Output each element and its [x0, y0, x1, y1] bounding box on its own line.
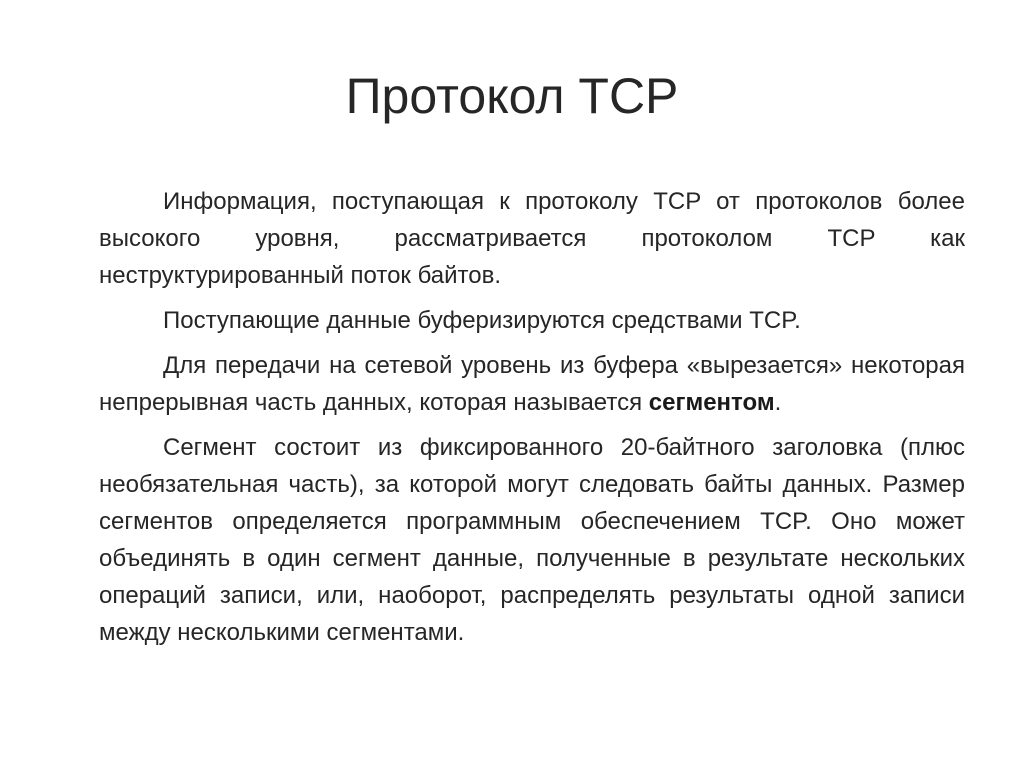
- slide-body: [99, 183, 965, 651]
- paragraph-segment-definition: [99, 347, 965, 421]
- paragraph-tcp-input: Информация, поступающая к протоколу TCP от протоколов более высокого уровня, рассматривается протоколом TCP как неструктурированный поток байтов.: [99, 188, 965, 289]
- paragraph-segment-definition-text: Для передачи на сетевой уровень из буфера «вырезается» некоторая непрерывная часть данных, которая называется: [99, 352, 965, 416]
- paragraph-segment-definition-end: .: [774, 389, 782, 416]
- slide-title: Протокол TCP: [345, 68, 679, 124]
- paragraph-segment-structure: Сегмент состоит из фиксированного 20-байтного заголовка (плюс необязательная часть), за которой могут следовать байты данных. Размер сегментов определяется программным обеспечением TCP. Оно может объединять в один сегмент данные, полученные в результате нескольких операций записи, или, наоборот, распределять результаты одной записи между несколькими сегментами.: [99, 434, 965, 646]
- segment-term: сегментом: [648, 389, 775, 416]
- paragraph-buffering: Поступающие данные буферизируются средствами TCP.: [163, 307, 801, 334]
